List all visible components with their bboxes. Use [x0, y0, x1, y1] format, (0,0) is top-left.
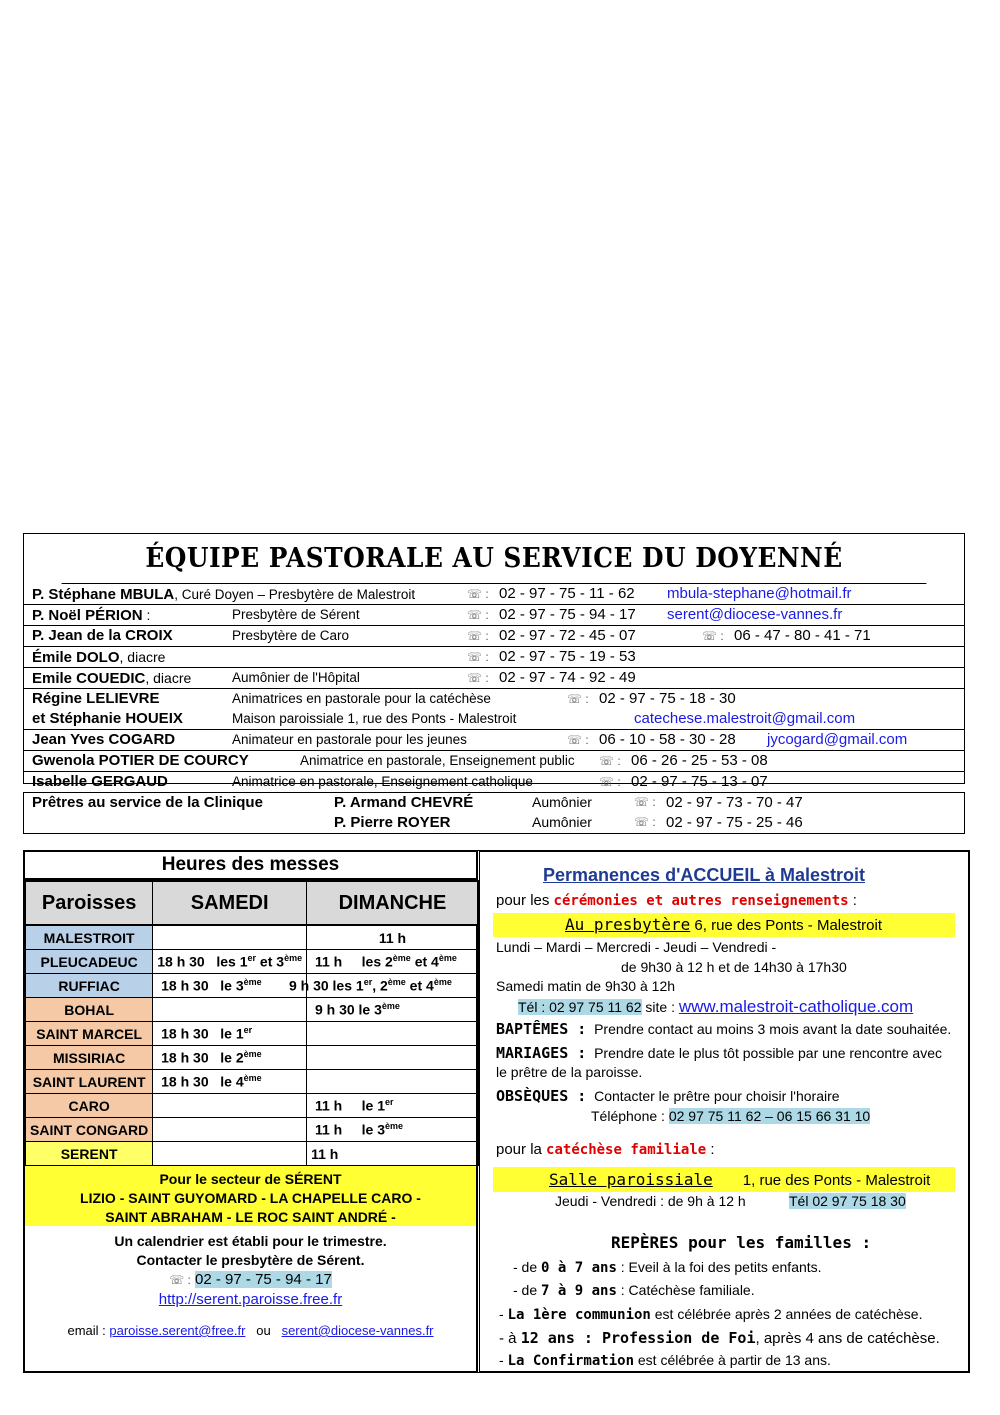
- saturday-time: [153, 1142, 307, 1166]
- team-row-croix: [24, 626, 964, 647]
- member-phone: 02 - 97 - 75 - 11 - 62: [499, 585, 635, 602]
- repere-item: - à 12 ans : Profession de Foi, après 4 ans de catéchèse.: [499, 1329, 940, 1347]
- sunday-time: 11 h le 1er: [307, 1094, 479, 1118]
- table-row: [26, 974, 479, 998]
- member-name: Isabelle GERGAUD: [32, 773, 168, 790]
- member-name-2: et Stéphanie HOUEIX: [32, 710, 183, 727]
- table-header-row: [26, 881, 479, 925]
- team-row-dolo: [24, 647, 964, 668]
- member-role: Animatrice en pastorale, Enseignement catholique: [232, 774, 533, 789]
- phone-icon: ☏ :: [634, 815, 656, 829]
- member-phone: 02 - 97 - 75 - 19 - 53: [499, 648, 636, 665]
- table-row: [26, 1070, 479, 1094]
- phone-icon: ☏ :: [634, 795, 656, 809]
- parish-name: MALESTROIT: [26, 925, 153, 950]
- table-row: [26, 925, 479, 950]
- parish-name: PLEUCADEUC: [26, 950, 153, 974]
- for-colon: :: [848, 892, 857, 909]
- table-row: [26, 998, 479, 1022]
- saturday-hours: Samedi matin de 9h30 à 12h: [496, 978, 676, 994]
- saturday-time: 18 h 30 le 1er: [153, 1022, 307, 1046]
- member-suffix: , diacre: [119, 649, 166, 665]
- parish-name: SERENT: [26, 1142, 153, 1166]
- for-label: pour la: [496, 1141, 547, 1158]
- ceremonies-label: cérémonies et autres renseignements: [553, 893, 849, 909]
- sunday-time: 11 h: [307, 925, 479, 950]
- email-line: [25, 1323, 476, 1338]
- team-row-cogard: [24, 730, 964, 751]
- calendar-line: Contacter le presbytère de Sérent.: [136, 1252, 365, 1268]
- member-email[interactable]: jycogard@gmail.com: [767, 731, 908, 748]
- sunday-time: 11 h le 3ème: [307, 1118, 479, 1142]
- saturday-time: [153, 1118, 307, 1142]
- mass-times-box: [23, 850, 477, 1373]
- pastoral-team-box: [23, 533, 965, 790]
- salle-hours: Jeudi - Vendredi : de 9h à 12 h: [555, 1193, 746, 1209]
- member-suffix: , diacre: [145, 670, 192, 686]
- baptemes-label: BAPTÊMES :: [496, 1020, 587, 1038]
- mariages-label: MARIAGES :: [496, 1044, 587, 1062]
- team-title: ÉQUIPE PASTORALE AU SERVICE DU DOYENNÉ: [62, 534, 927, 584]
- sunday-time: [307, 1022, 479, 1046]
- sunday-time: 11 h les 2ème et 4ème: [307, 950, 479, 974]
- parish-name: SAINT MARCEL: [26, 1022, 153, 1046]
- clinic-label: Prêtres au service de la Clinique: [32, 794, 263, 811]
- clinic-priest-name: P. Armand CHEVRÉ: [334, 794, 474, 811]
- sunday-time: 9 h 30 les 1er, 2ème et 4ème: [285, 974, 457, 998]
- sunday-time: 11 h: [307, 1142, 479, 1166]
- saturday-time: [153, 925, 307, 950]
- baptemes-text: Prendre contact au moins 3 mois avant la date souhaitée.: [594, 1021, 952, 1037]
- sector-line: LIZIO - SAINT GUYOMARD - LA CHAPELLE CARO -: [80, 1190, 421, 1206]
- phone-icon: ☏ :: [599, 754, 621, 768]
- table-row: [26, 1022, 479, 1046]
- parish-name: SAINT LAURENT: [26, 1070, 153, 1094]
- phone-icon: ☏ :: [467, 608, 489, 622]
- sunday-time: [307, 1070, 479, 1094]
- clinic-priest-role: Aumônier: [532, 814, 592, 830]
- phone-icon: ☏ :: [599, 775, 621, 789]
- table-row: [26, 1142, 479, 1166]
- member-name: Émile DOLO: [32, 649, 120, 666]
- member-email[interactable]: catechese.malestroit@gmail.com: [634, 710, 856, 727]
- member-role: Animatrices en pastorale pour la catéchèse: [232, 691, 491, 706]
- email-link[interactable]: paroisse.serent@free.fr: [109, 1323, 246, 1338]
- malestroit-website-link[interactable]: www.malestroit-catholique.com: [678, 997, 914, 1016]
- for-label: pour les: [496, 892, 554, 909]
- member-phone: 02 - 97 - 72 - 45 - 07: [499, 627, 636, 644]
- member-role: Aumônier de l'Hôpital: [232, 670, 360, 685]
- phone-icon: ☏ :: [169, 1273, 191, 1287]
- phone-icon: ☏ :: [467, 587, 489, 601]
- member-name: P. Noël PÉRION: [32, 607, 143, 624]
- table-row: [26, 1046, 479, 1070]
- header-sunday: DIMANCHE: [307, 881, 479, 925]
- member-email[interactable]: serent@diocese-vannes.fr: [667, 606, 843, 623]
- phone-icon: ☏ :: [567, 692, 589, 706]
- team-row-gergaud: [24, 772, 964, 792]
- presbytere-address: 6, rue des Ponts - Malestroit: [690, 917, 882, 934]
- calendar-note: [25, 1232, 476, 1309]
- saturday-time: 18 h 30 le 3ème: [153, 974, 307, 998]
- saturday-time: [153, 998, 307, 1022]
- reperes-title: REPÈRES pour les familles :: [611, 1233, 872, 1252]
- parish-name: RUFFIAC: [26, 974, 153, 998]
- email-or: ou: [256, 1323, 271, 1338]
- team-row-couedic: [24, 668, 964, 689]
- repere-item: - La Confirmation est célébrée à partir de 13 ans.: [499, 1352, 831, 1369]
- parish-name: MISSIRIAC: [26, 1046, 153, 1070]
- sunday-time: 9 h 30 le 3ème: [307, 998, 479, 1022]
- mass-times-table: [25, 880, 479, 1166]
- salle-address: 1, rue des Ponts - Malestroit: [742, 1172, 931, 1189]
- salle-label: Salle paroissiale: [549, 1170, 713, 1189]
- saturday-time: 18 h 30 le 2ème: [153, 1046, 307, 1070]
- member-role: Presbytère de Sérent: [232, 607, 360, 622]
- calendar-phone: 02 - 97 - 75 - 94 - 17: [195, 1271, 332, 1288]
- member-name: Régine LELIEVRE: [32, 690, 160, 707]
- member-phone: 02 - 97 - 75 - 18 - 30: [599, 690, 736, 707]
- member-phone: 02 - 97 - 75 - 13 - 07: [631, 773, 768, 790]
- member-phone: 02 - 97 - 74 - 92 - 49: [499, 669, 636, 686]
- repere-item: - de 7 à 9 ans : Catéchèse familiale.: [513, 1282, 755, 1299]
- salle-tel: Tél 02 97 75 18 30: [789, 1193, 906, 1209]
- clinic-priest-role: Aumônier: [532, 794, 592, 810]
- team-row-perion: [24, 605, 964, 626]
- serent-sector-note: [25, 1166, 476, 1226]
- member-phone: 02 - 97 - 75 - 94 - 17: [499, 606, 636, 623]
- member-phone: 06 - 10 - 58 - 30 - 28: [599, 731, 736, 748]
- obseques-phone-label: Téléphone :: [591, 1108, 669, 1124]
- sector-line: SAINT ABRAHAM - LE ROC SAINT ANDRÉ -: [105, 1209, 396, 1225]
- parish-name: CARO: [26, 1094, 153, 1118]
- parish-name: BOHAL: [26, 998, 153, 1022]
- salle-banner: [493, 1167, 955, 1192]
- parish-name: SAINT CONGARD: [26, 1118, 153, 1142]
- saturday-time: [153, 1094, 307, 1118]
- member-name: Jean Yves COGARD: [32, 731, 176, 748]
- email-label: email :: [67, 1323, 106, 1338]
- header-parishes: Paroisses: [26, 881, 153, 925]
- serent-website-link[interactable]: http://serent.paroisse.free.fr: [158, 1291, 343, 1308]
- accueil-title: Permanences d'ACCUEIL à Malestroit: [543, 865, 866, 885]
- member-role: Presbytère de Caro: [232, 628, 350, 643]
- table-row: [26, 950, 479, 974]
- catechese-label: catéchèse familiale: [546, 1142, 707, 1158]
- clinic-priest-phone: 02 - 97 - 73 - 70 - 47: [666, 794, 803, 811]
- phone-icon: ☏ :: [567, 733, 589, 747]
- opening-days: Lundi – Mardi – Mercredi - Jeudi – Vendredi -: [496, 939, 777, 955]
- mariages-text-2: le prêtre de la paroisse.: [496, 1064, 643, 1080]
- phone-icon: ☏ :: [467, 650, 489, 664]
- calendar-line: Un calendrier est établi pour le trimestre.: [114, 1233, 387, 1249]
- phone-icon: ☏ :: [702, 629, 724, 643]
- clinic-priest-phone: 02 - 97 - 75 - 25 - 46: [666, 814, 803, 831]
- member-name: Gwenola POTIER DE COURCY: [32, 752, 249, 769]
- presbytere-banner: [493, 913, 955, 937]
- obseques-phone: 02 97 75 11 62 – 06 15 66 31 10: [668, 1108, 871, 1124]
- table-row: [26, 1118, 479, 1142]
- repere-item: - de 0 à 7 ans : Eveil à la foi des petits enfants.: [513, 1259, 822, 1276]
- accueil-box: [477, 850, 970, 1373]
- mass-times-title: Heures des messes: [25, 852, 476, 880]
- saturday-time: 18 h 30 le 4ème: [153, 1070, 307, 1094]
- clinic-box: [23, 792, 965, 834]
- repere-item: - La 1ère communion est célébrée après 2 années de catéchèse.: [499, 1306, 923, 1323]
- sunday-time: [307, 1046, 479, 1070]
- member-role: Animatrice en pastorale, Enseignement public: [300, 753, 575, 768]
- team-row-lelievre-houeix: [24, 689, 964, 730]
- phone-icon: ☏ :: [467, 629, 489, 643]
- clinic-priest-name: P. Pierre ROYER: [334, 814, 451, 831]
- obseques-text: Contacter le prêtre pour choisir l'horaire: [594, 1088, 840, 1104]
- member-role: Animateur en pastorale pour les jeunes: [232, 732, 467, 747]
- table-row: [26, 1094, 479, 1118]
- member-email[interactable]: mbula-stephane@hotmail.fr: [667, 585, 852, 602]
- team-row-potier: [24, 751, 964, 772]
- member-name: Emile COUEDIC: [32, 670, 146, 687]
- member-name: P. Jean de la CROIX: [32, 627, 173, 644]
- member-phone: 06 - 26 - 25 - 53 - 08: [631, 752, 768, 769]
- member-phone-2: 06 - 47 - 80 - 41 - 71: [734, 627, 871, 644]
- member-role-2: Maison paroissiale 1, rue des Ponts - Malestroit: [232, 711, 517, 726]
- site-label: site :: [641, 999, 679, 1015]
- header-saturday: SAMEDI: [153, 881, 307, 925]
- email-link[interactable]: serent@diocese-vannes.fr: [281, 1323, 434, 1338]
- presbytere-label: Au presbytère: [565, 915, 691, 934]
- phone-icon: ☏ :: [467, 671, 489, 685]
- member-suffix: :: [142, 607, 151, 623]
- obseques-label: OBSÈQUES :: [496, 1087, 587, 1105]
- member-name: P. Stéphane MBULA: [32, 586, 175, 603]
- presbytere-tel: Tél : 02 97 75 11 62: [518, 999, 642, 1015]
- for-colon: :: [706, 1141, 715, 1158]
- mariages-text: Prendre date le plus tôt possible par une rencontre avec: [594, 1045, 942, 1061]
- team-row-mbula: [24, 584, 964, 605]
- opening-hours: de 9h30 à 12 h et de 14h30 à 17h30: [621, 959, 847, 975]
- member-role: , Curé Doyen – Presbytère de Malestroit: [174, 587, 416, 602]
- sector-line: Pour le secteur de SÉRENT: [159, 1171, 342, 1187]
- saturday-time: 18 h 30 les 1er et 3ème: [153, 950, 307, 974]
